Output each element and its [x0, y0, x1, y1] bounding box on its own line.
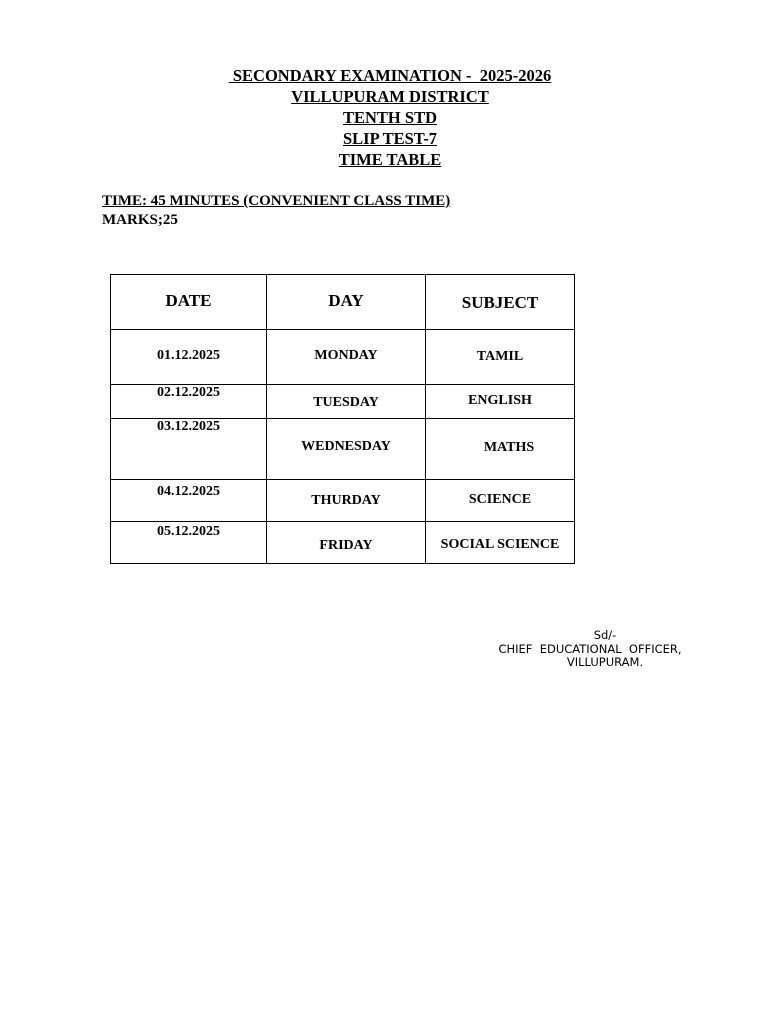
time-info: TIME: 45 MINUTES (CONVENIENT CLASS TIME) — [102, 193, 451, 209]
table-row-3-subject: MATHS — [483, 440, 535, 455]
header-cell-date — [110, 274, 267, 330]
table-row-1-day-cell — [266, 329, 426, 385]
table-row-5-date-cell — [110, 521, 267, 564]
table-row-3-date-cell — [110, 418, 267, 480]
exam-title: SECONDARY EXAMINATION - 2025-2026 — [228, 66, 552, 85]
class-title: TENTH STD — [343, 108, 437, 127]
district-title: VILLUPURAM DISTRICT — [291, 87, 489, 106]
table-row-5-day: FRIDAY — [319, 538, 373, 553]
table-row-5-subject-cell — [425, 521, 575, 564]
table-row-5-subject: SOCIAL SCIENCE — [440, 537, 560, 552]
table-row-4-date: 04.12.2025 — [157, 484, 220, 499]
table-row-4-date-cell — [110, 479, 267, 522]
table-row-1-date: 01.12.2025 — [157, 348, 220, 363]
table-row-2-subject: ENGLISH — [468, 393, 532, 408]
table-row-3-date: 03.12.2025 — [157, 419, 220, 434]
table-row-3-day: WEDNESDAY — [301, 439, 391, 454]
table-row-1-subject: TAMIL — [476, 349, 524, 364]
table-row-2-date: 02.12.2025 — [157, 385, 220, 400]
table-row-5-day-cell — [266, 521, 426, 564]
table-row-1-day: MONDAY — [314, 348, 378, 363]
table-row-1-subject-cell — [425, 329, 575, 385]
header-day: DAY — [328, 291, 364, 310]
table-row-4-subject: SCIENCE — [468, 492, 532, 507]
table-row-4-day-cell — [266, 479, 426, 522]
timetable-title: TIME TABLE — [338, 150, 442, 169]
signature-sd: Sd/- — [593, 628, 617, 642]
timetable — [110, 274, 575, 564]
table-row-4-subject-cell — [425, 479, 575, 522]
table-row-3-subject-cell — [425, 418, 575, 480]
table-row-3-day-cell — [266, 418, 426, 480]
table-row-2-day-cell — [266, 384, 426, 419]
table-row-1-date-cell — [110, 329, 267, 385]
header-cell-day — [266, 274, 426, 330]
table-row-2-date-cell — [110, 384, 267, 419]
signature-title: CHIEF EDUCATIONAL OFFICER, — [498, 642, 682, 656]
signature-place: VILLUPURAM. — [566, 655, 644, 669]
marks-info: MARKS;25 — [102, 212, 178, 228]
table-row-2-day: TUESDAY — [313, 395, 379, 410]
header-date: DATE — [165, 291, 212, 310]
table-row-5-date: 05.12.2025 — [157, 524, 220, 539]
table-row-4-day: THURDAY — [311, 493, 381, 508]
table-row-2-subject-cell — [425, 384, 575, 419]
test-title: SLIP TEST-7 — [342, 129, 438, 148]
header-cell-subject — [425, 274, 575, 330]
header-subject: SUBJECT — [461, 293, 539, 312]
